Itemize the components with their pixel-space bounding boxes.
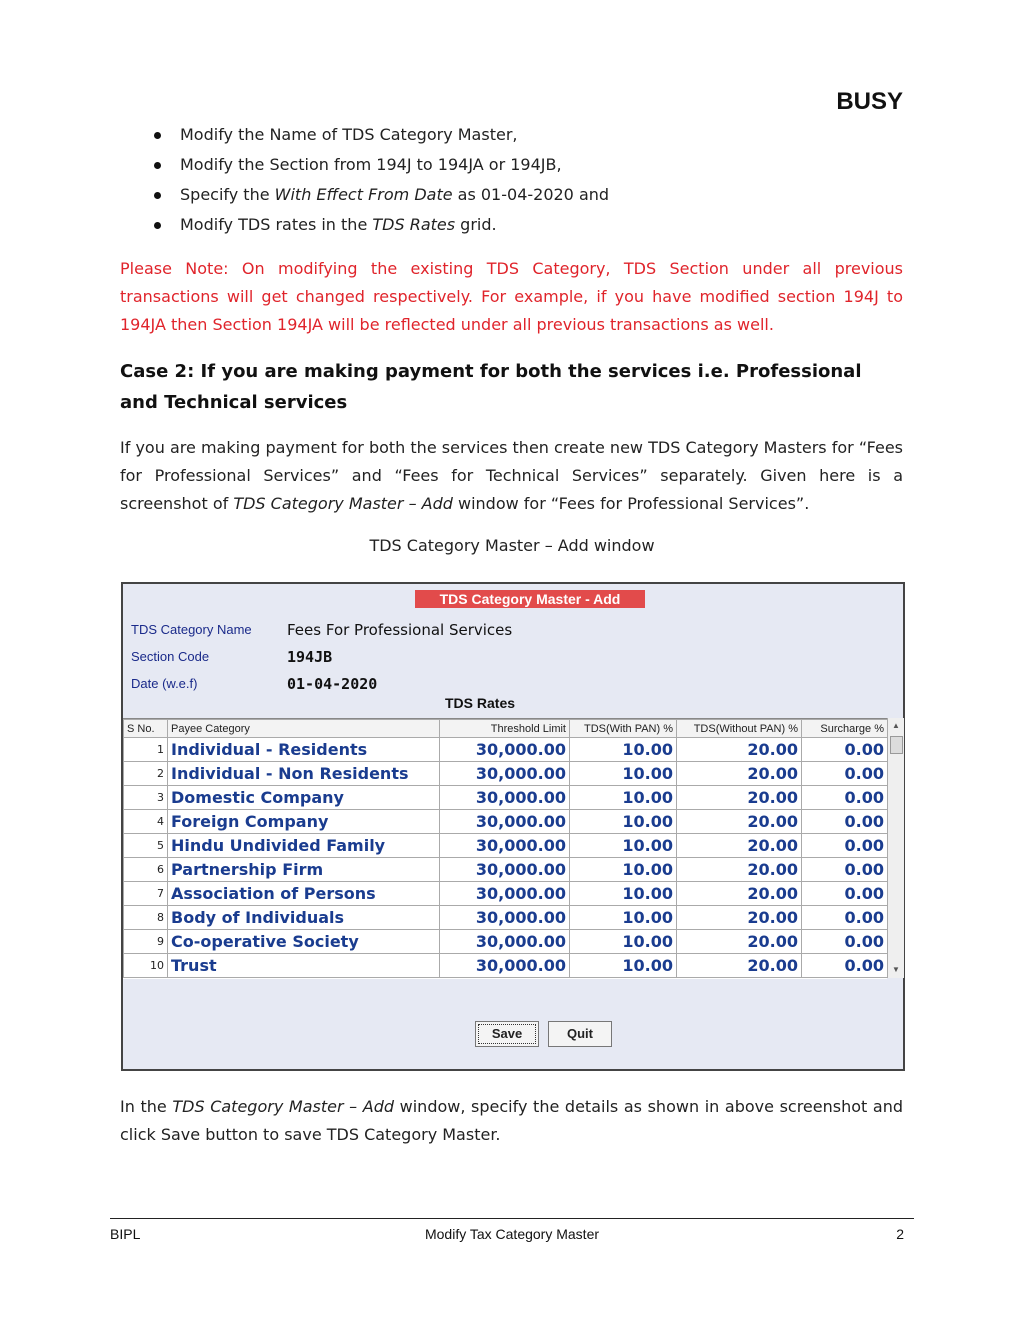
paragraph-text: window for “Fees for Professional Services”. [452,494,810,513]
instruction-list [148,120,609,240]
bullet-text: Modify TDS rates in the [180,215,373,234]
bullet-text: as 01-04-2020 and [452,185,610,204]
scroll-up-arrow-icon[interactable]: ▲ [892,721,900,730]
serial-number-cell[interactable]: 6 [124,858,168,882]
section-code-label: Section Code [131,649,210,664]
column-header[interactable]: TDS(Without PAN) % [677,720,802,738]
tds-with-pan-cell[interactable]: 10.00 [570,834,677,858]
table-row[interactable] [124,786,888,810]
window-title: TDS Category Master - Add [415,590,645,608]
payee-category-cell[interactable]: Domestic Company [168,786,440,810]
tds-with-pan-cell[interactable]: 10.00 [570,762,677,786]
tds-with-pan-cell[interactable]: 10.00 [570,954,677,978]
grid-scrollbar[interactable] [887,718,904,978]
rates-table [123,719,887,978]
date-label: Date (w.e.f) [131,676,198,691]
case-heading: Case 2: If you are making payment for both the services i.e. Professional and Technical services [120,361,862,413]
bullet-text: grid. [455,215,497,234]
footer-title: Modify Tax Category Master [424,1226,600,1242]
paragraph-italic: TDS Category Master – Add [172,1097,395,1116]
table-row[interactable] [124,834,888,858]
serial-number-cell[interactable]: 8 [124,906,168,930]
tds-without-pan-cell[interactable]: 20.00 [677,858,802,882]
table-row[interactable] [124,762,888,786]
tds-with-pan-cell[interactable]: 10.00 [570,930,677,954]
section-code-field[interactable]: 194JB [287,648,333,666]
payee-category-cell[interactable]: Individual - Non Residents [168,762,440,786]
tds-with-pan-cell[interactable]: 10.00 [570,906,677,930]
payee-category-cell[interactable]: Association of Persons [168,882,440,906]
column-header[interactable]: TDS(With PAN) % [570,720,677,738]
table-row[interactable] [124,858,888,882]
bullet-text: Modify the Name of TDS Category Master, [180,125,518,144]
bullet-italic-text: With Effect From Date [274,185,453,204]
payee-category-cell[interactable]: Co-operative Society [168,930,440,954]
tds-with-pan-cell[interactable]: 10.00 [570,882,677,906]
figure-caption: TDS Category Master – Add window [369,536,655,555]
surcharge-cell[interactable]: 0.00 [802,762,888,786]
closing-paragraph [120,1093,903,1149]
table-header-row [124,720,888,738]
tds-without-pan-cell[interactable]: 20.00 [677,786,802,810]
threshold-limit-cell[interactable]: 30,000.00 [440,762,570,786]
tds-without-pan-cell[interactable]: 20.00 [677,954,802,978]
threshold-limit-cell[interactable]: 30,000.00 [440,738,570,762]
table-row[interactable] [124,930,888,954]
surcharge-cell[interactable]: 0.00 [802,906,888,930]
surcharge-cell[interactable]: 0.00 [802,834,888,858]
column-header[interactable]: Payee Category [168,720,440,738]
bullet-italic-text: TDS Rates [372,215,456,234]
payee-category-cell[interactable]: Trust [168,954,440,978]
paragraph-text: In the [120,1097,173,1116]
threshold-limit-cell[interactable]: 30,000.00 [440,930,570,954]
paragraph-italic: TDS Category Master – Add [233,494,453,513]
surcharge-cell[interactable]: 0.00 [802,858,888,882]
surcharge-cell[interactable]: 0.00 [802,954,888,978]
tds-without-pan-cell[interactable]: 20.00 [677,834,802,858]
surcharge-cell[interactable]: 0.00 [802,930,888,954]
date-field[interactable]: 01-04-2020 [287,675,378,693]
serial-number-cell[interactable]: 1 [124,738,168,762]
surcharge-cell[interactable]: 0.00 [802,810,888,834]
page-number: 2 [896,1226,904,1242]
bullet-text: Specify the [180,185,275,204]
bullet-text: Modify the Section from 194J to 194JA or 194JB, [180,155,562,174]
tds-category-window [121,582,905,1071]
serial-number-cell[interactable]: 2 [124,762,168,786]
tds-rates-grid[interactable] [123,718,887,979]
payee-category-cell[interactable]: Partnership Firm [168,858,440,882]
threshold-limit-cell[interactable]: 30,000.00 [440,954,570,978]
threshold-limit-cell[interactable]: 30,000.00 [440,906,570,930]
column-header[interactable]: Threshold Limit [440,720,570,738]
payee-category-cell[interactable]: Body of Individuals [168,906,440,930]
save-button[interactable]: Save [475,1021,539,1047]
column-header[interactable]: S No. [124,720,168,738]
tds-without-pan-cell[interactable]: 20.00 [677,762,802,786]
threshold-limit-cell[interactable]: 30,000.00 [440,882,570,906]
tds-rates-title: TDS Rates [445,695,516,711]
tds-without-pan-cell[interactable]: 20.00 [677,810,802,834]
please-note: Please Note: On modifying the existing TDS Category, TDS Section under all previous transactions will get changed respectively. For example, if you have modified section 194J to 194JA then Section 194JA will be reflected under all previous transactions as well. [120,259,903,334]
threshold-limit-cell[interactable]: 30,000.00 [440,858,570,882]
surcharge-cell[interactable]: 0.00 [802,738,888,762]
threshold-limit-cell[interactable]: 30,000.00 [440,834,570,858]
tds-with-pan-cell[interactable]: 10.00 [570,810,677,834]
tds-without-pan-cell[interactable]: 20.00 [677,930,802,954]
serial-number-cell[interactable]: 7 [124,882,168,906]
list-item [148,210,609,240]
tds-with-pan-cell[interactable]: 10.00 [570,786,677,810]
table-row[interactable] [124,810,888,834]
tds-without-pan-cell[interactable]: 20.00 [677,882,802,906]
table-row[interactable] [124,738,888,762]
footer-divider [110,1218,914,1219]
surcharge-cell[interactable]: 0.00 [802,882,888,906]
serial-number-cell[interactable]: 9 [124,930,168,954]
category-name-label: TDS Category Name [131,622,252,637]
footer-company: BIPL [110,1226,141,1242]
serial-number-cell[interactable]: 3 [124,786,168,810]
scroll-down-arrow-icon[interactable]: ▼ [892,965,900,974]
table-row[interactable] [124,954,888,978]
intro-paragraph [120,434,903,518]
scroll-thumb[interactable] [890,736,903,754]
paragraph-text: If you are making payment for both the services then create new TDS Category Masters for “Fees for Professional Services” and “Fees for Technical Services” separately. Given here is a screenshot of [120,438,903,513]
brand-logo-text: BUSY [836,88,903,115]
table-row[interactable] [124,882,888,906]
table-row[interactable] [124,906,888,930]
serial-number-cell[interactable]: 4 [124,810,168,834]
payee-category-cell[interactable]: Foreign Company [168,810,440,834]
surcharge-cell[interactable]: 0.00 [802,786,888,810]
threshold-limit-cell[interactable]: 30,000.00 [440,810,570,834]
serial-number-cell[interactable]: 10 [124,954,168,978]
threshold-limit-cell[interactable]: 30,000.00 [440,786,570,810]
column-header[interactable]: Surcharge % [802,720,888,738]
paragraph-text: window, specify the details as shown in above screenshot and click Save button to save TDS Category Master. [120,1097,904,1144]
serial-number-cell[interactable]: 5 [124,834,168,858]
list-item [148,120,609,150]
list-item [148,150,609,180]
quit-button[interactable]: Quit [548,1021,612,1047]
list-item [148,180,609,210]
payee-category-cell[interactable]: Individual - Residents [168,738,440,762]
tds-without-pan-cell[interactable]: 20.00 [677,738,802,762]
payee-category-cell[interactable]: Hindu Undivided Family [168,834,440,858]
tds-with-pan-cell[interactable]: 10.00 [570,738,677,762]
tds-without-pan-cell[interactable]: 20.00 [677,906,802,930]
category-name-field[interactable]: Fees For Professional Services [287,621,513,639]
tds-with-pan-cell[interactable]: 10.00 [570,858,677,882]
